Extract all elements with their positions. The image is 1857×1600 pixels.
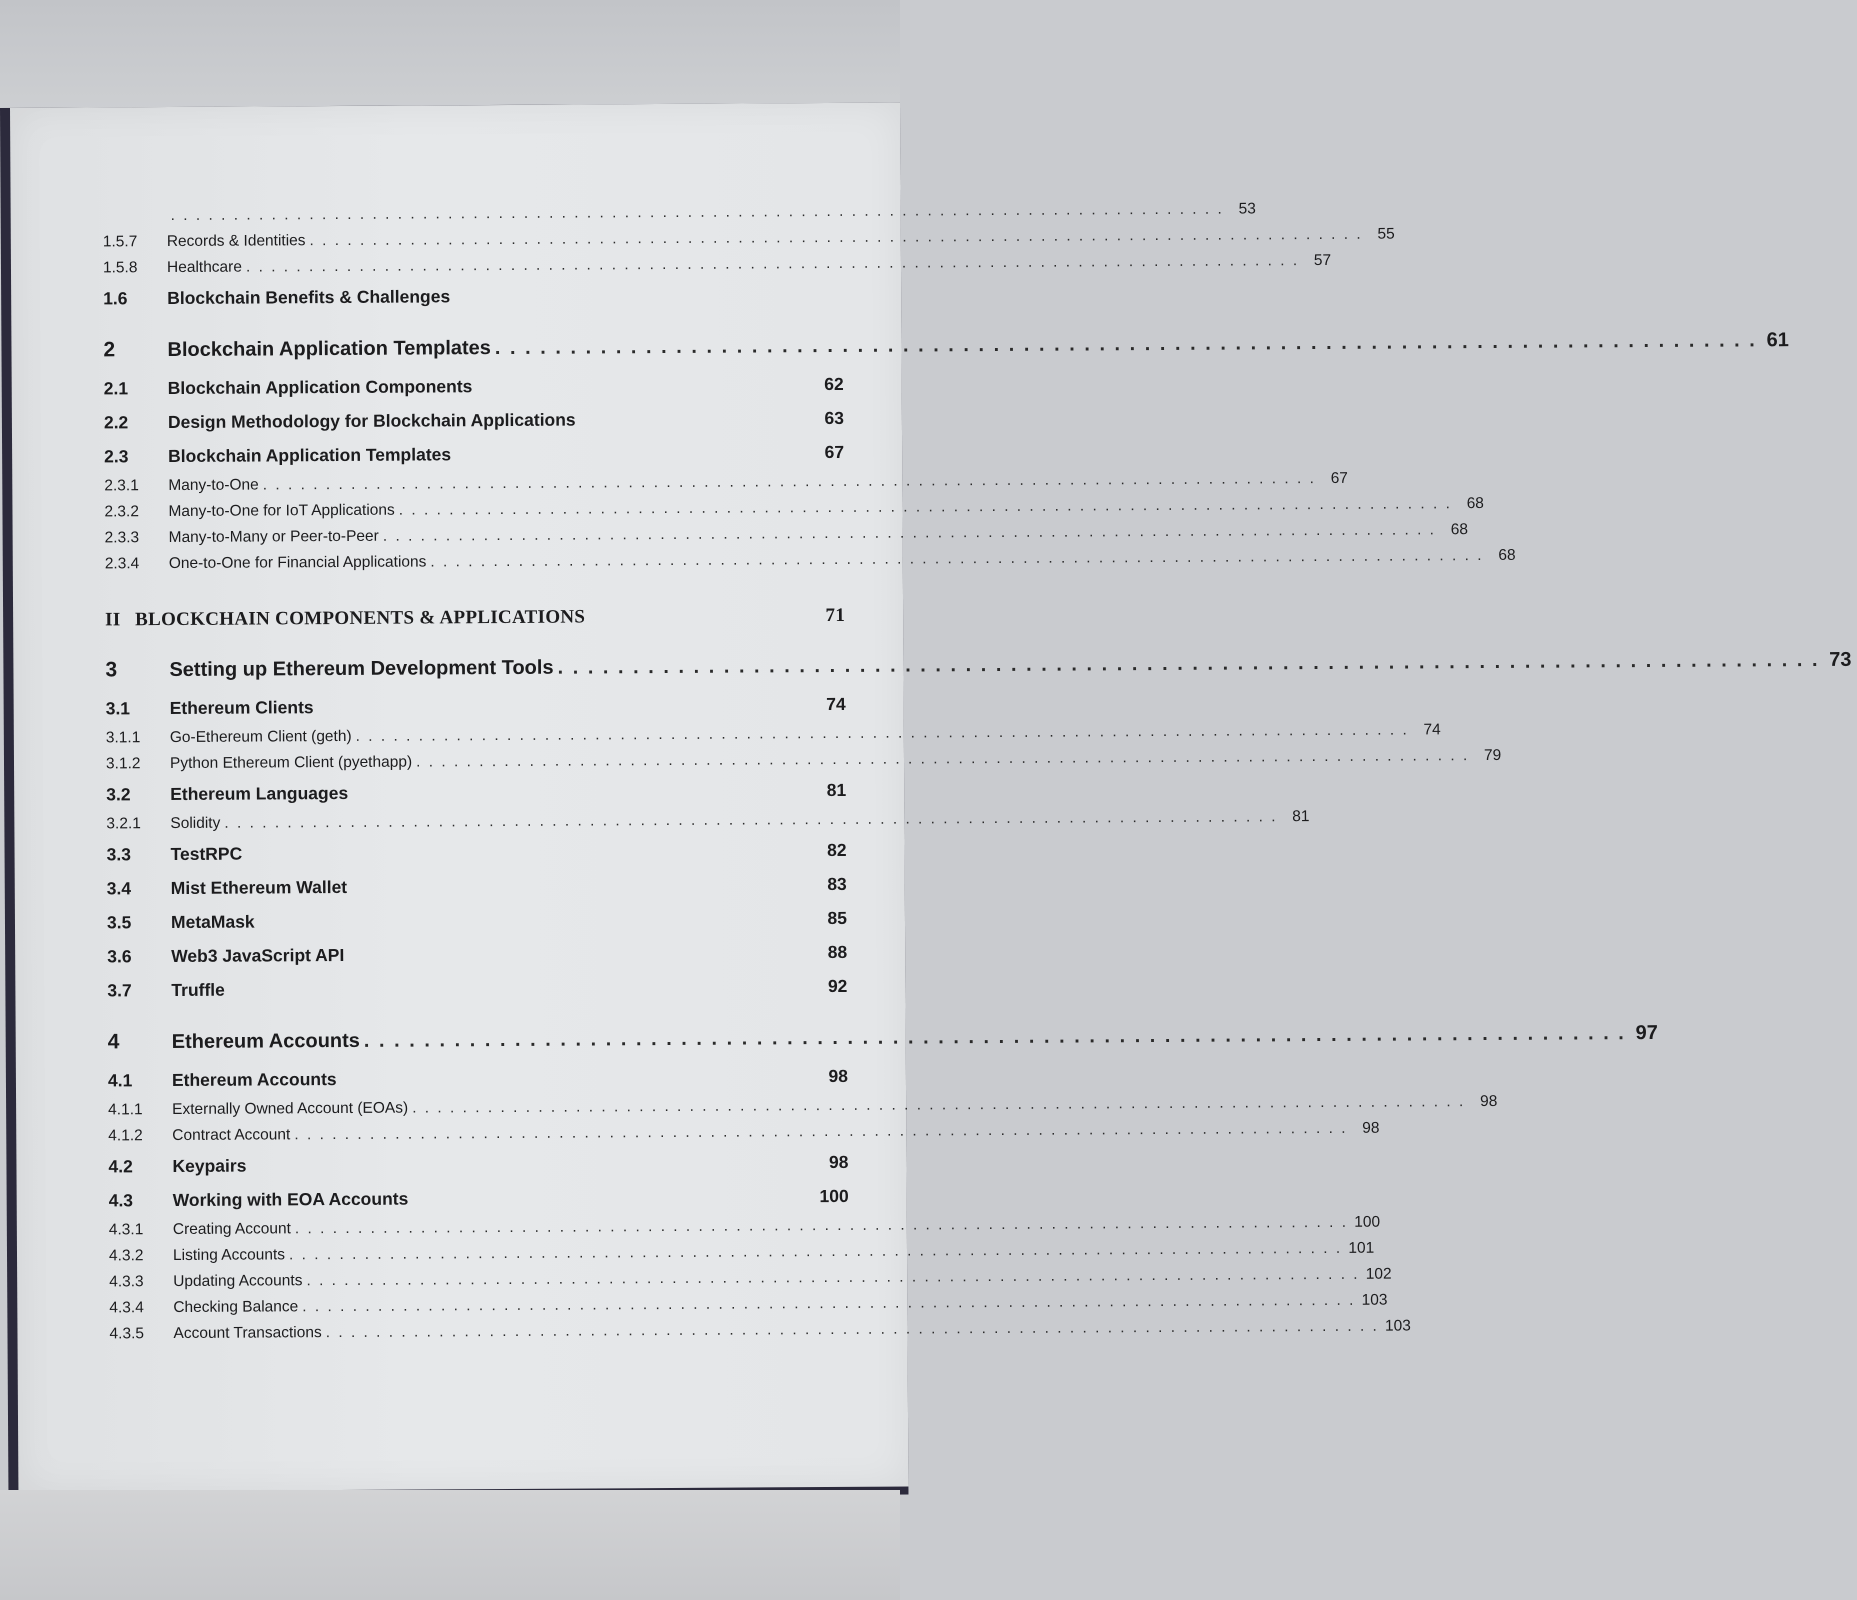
toc-dot-leader (341, 1082, 816, 1085)
toc-dot-leader (348, 958, 815, 961)
toc-entry-number: 4.3.2 (108, 1247, 144, 1265)
toc-entry-sec[interactable] (109, 1179, 849, 1218)
toc-entry-number: 1.5.8 (102, 259, 138, 277)
toc-entry-number: 4.3.3 (109, 1273, 144, 1291)
toc-entry-sec[interactable] (108, 1145, 848, 1184)
toc-entry-part[interactable] (105, 587, 845, 650)
toc-page-number: 92 (827, 975, 848, 997)
toc-page-number: 53 (1238, 200, 1256, 218)
toc-entry-number: 3.6 (107, 946, 132, 967)
toc-entry-title: Ethereum Accounts (171, 1029, 360, 1054)
toc-dot-leader: . . . . . . . . . . . . . . . . . . . . . . . . . . . . . . . . . . . . . . . . . . . . . . . . . . . . . . . . . . . . . . . . . . . . . . . . . . . . . . . . . . . . (245, 252, 1300, 276)
toc-entry-number: 4 (107, 1030, 120, 1054)
toc-entry-title: Records & Identities (166, 232, 306, 251)
toc-page-number: 103 (1361, 1291, 1388, 1309)
toc-page-number: 67 (1330, 469, 1348, 487)
toc-dot-leader (246, 856, 814, 859)
toc-entry-title: Many-to-One (168, 476, 259, 495)
toc-entry-number: 4.3 (108, 1190, 134, 1211)
toc-dot-leader (580, 424, 812, 425)
toc-dot-leader (589, 621, 813, 622)
toc-entry-number: 3.1 (105, 698, 131, 719)
toc-entry-title: Ethereum Clients (169, 697, 314, 719)
toc-page-number: 79 (1483, 746, 1502, 765)
toc-dot-leader (412, 1202, 815, 1204)
toc-entry-number: 2.3.2 (104, 503, 140, 521)
toc-entry-title: Externally Owned Account (EOAs) (172, 1099, 409, 1119)
toc-page-number: 55 (1377, 225, 1395, 243)
toc-page-number: 71 (825, 604, 846, 627)
toc-dot-leader (476, 390, 811, 392)
toc-entry-sec[interactable] (107, 901, 847, 940)
toc-entry-number: 1.6 (103, 288, 128, 309)
toc-dot-leader: . . . . . . . . . . . . . . . . . . . . . . . . . . . . . . . . . . . . . . . . . . . . . . . . . . . . . . . . . . . . . . . . . . . . . . . . . . . . . . . . . . . . (416, 747, 1470, 771)
toc-page-number: 98 (1362, 1119, 1380, 1137)
toc-page-number: 101 (1348, 1239, 1375, 1257)
toc-page-number: 74 (1423, 721, 1441, 739)
toc-entry-number: 3.2.1 (106, 815, 141, 833)
toc-dot-leader: . . . . . . . . . . . . . . . . . . . . . . . . . . . . . . . . . . . . . . . . . . . . . . . . . . . . . . . . . . . . . . . . . . . . . . . . . . . . . . . . . . . . (430, 547, 1484, 571)
toc-page-number: 68 (1498, 546, 1516, 564)
toc-dot-leader: . . . . . . . . . . . . . . . . . . . . . . . . . . . . . . . . . . . . . . . . . . . . . . . . . . . . . . . . . . . . . . . . . . . . . . . . . . . . . . . . . . . . (302, 1291, 1356, 1316)
toc-page-number: 85 (827, 907, 848, 929)
toc-entry-title: One-to-One for Financial Applications (168, 553, 427, 573)
toc-page-number: 98 (828, 1151, 849, 1173)
toc-entry-sec[interactable] (104, 367, 844, 406)
toc-page-number: 98 (828, 1065, 848, 1087)
toc-dot-leader: . . . . . . . . . . . . . . . . . . . . . . . . . . . . . . . . . . . . . . . . . . . . . . . . . . . . . . . . . . . . . . . . . . . . . . . . . . . . . . . . . . . . (294, 1213, 1349, 1238)
toc-entry-sec[interactable] (104, 435, 844, 474)
toc-entry-title: Python Ethereum Client (pyethapp) (169, 753, 413, 773)
toc-entry-sec[interactable] (106, 687, 846, 726)
toc-page-number: 100 (819, 1185, 849, 1207)
toc-entry-title: Keypairs (172, 1155, 247, 1177)
toc-dot-leader (259, 924, 815, 927)
toc-dot-leader: . . . . . . . . . . . . . . . . . . . . . . . . . . . . . . . . . . . . . . . . . . . . . . . . . . . . . . . . . . . . . . . . . . . . . . . . . . . . . . . . . . . . (170, 200, 1224, 225)
toc-dot-leader: . . . . . . . . . . . . . . . . . . . . . . . . . . . . . . . . . . . . . . . . . . . . . . . . . . . . . . . . . . . . . . . . . . . . . . . . . . . . . . . . . . . . (306, 1265, 1360, 1290)
toc-entry-title: Healthcare (166, 258, 242, 277)
toc-entry-sub[interactable] (104, 546, 1516, 578)
toc-dot-leader: . . . . . . . . . . . . . . . . . . . . . . . . . . . . . . . . . . . . . . . . . . . . . . . . . . . . . . . . . . . . . . . . . . . . . . . . . . . . . . . . . . . . (224, 808, 1278, 832)
toc-page-number: 100 (1354, 1213, 1381, 1231)
toc-entry-number: 4.1 (107, 1070, 133, 1091)
toc-dot-leader (455, 458, 812, 460)
toc-dot-leader (229, 992, 816, 996)
toc-entry-title: TestRPC (170, 843, 243, 865)
toc-page-number: 103 (1384, 1317, 1411, 1335)
toc-dot-leader (454, 300, 811, 302)
toc-page-number: 88 (827, 941, 848, 963)
toc-entry-number: 4.3.5 (109, 1325, 145, 1343)
toc-dot-leader: . . . . . . . . . . . . . . . . . . . . . . . . . . . . . . . . . . . . . . . . . . . . . . . . . . . . . . . . . . . . . . . . . . . . . . . . . . . . . . . . . . . . (288, 1239, 1343, 1264)
toc-entry-number: 3.3 (106, 844, 131, 865)
toc-entry-sec[interactable] (108, 1059, 848, 1098)
toc-entry-title: BLOCKCHAIN COMPONENTS & APPLICATIONS (135, 606, 586, 631)
toc-page-number: 97 (1635, 1021, 1658, 1045)
toc-entry-title: Listing Accounts (172, 1246, 286, 1265)
toc-dot-leader (352, 796, 814, 799)
toc-page-number: 61 (1766, 329, 1789, 352)
toc-entry-sec[interactable] (104, 401, 844, 440)
toc-entry-title: MetaMask (170, 911, 255, 933)
toc-entry-sec[interactable] (106, 773, 846, 812)
toc-entry-number: 3 (105, 658, 118, 682)
toc-dot-leader: . . . . . . . . . . . . . . . . . . . . . . . . . . . . . . . . . . . . . . . . . . . . . . . . . . . . . . . . . . . . . . . . . . . . . . . . . . . . . . . . . . . . (382, 521, 1437, 545)
toc-entry-number: 2.2 (103, 412, 129, 433)
toc-dot-leader (351, 890, 815, 893)
toc-page-number: 63 (824, 407, 844, 429)
toc-page-number: 62 (824, 373, 844, 395)
toc-entry-number: 2.3.4 (104, 555, 140, 573)
toc-dot-leader: . . . . . . . . . . . . . . . . . . . . . . . . . . . . . . . . . . . . . . . . . . . . . . . . . . . . . . . . . . . . . . . . . . . . . . . . . . . . . . . . . . . . (294, 1119, 1348, 1144)
toc-entry-title: Blockchain Application Templates (168, 444, 452, 467)
toc-page-number: 82 (827, 839, 847, 861)
toc-entry-number: 1.5.7 (102, 233, 138, 251)
toc-entry-title: Ethereum Languages (170, 782, 349, 805)
toc-entry-number: II (105, 609, 121, 631)
toc-entry-number: 4.2 (108, 1156, 133, 1177)
background-top (0, 0, 900, 110)
toc-dot-leader (250, 1168, 816, 1171)
toc-entry-chap[interactable] (107, 1017, 1658, 1064)
toc-page-number: 83 (827, 873, 847, 895)
toc-entry-number: 3.2 (106, 784, 131, 805)
toc-entry-sub[interactable] (109, 1317, 1411, 1348)
toc-entry-number: 2.3.3 (104, 529, 140, 547)
toc-page-number: 81 (1292, 808, 1310, 826)
toc-entry-sec[interactable] (103, 277, 843, 316)
toc-entry-title: Solidity (170, 814, 221, 833)
toc-entry-number: 2.1 (103, 378, 129, 399)
toc-entry-number: 4.1.2 (108, 1127, 143, 1145)
toc-entry-number: 3.1.2 (105, 755, 141, 773)
toc-dot-leader: . . . . . . . . . . . . . . . . . . . . . . . . . . . . . . . . . . . . . . . . . . . . . . . . . . . . . . . . . . . . . . . . . . . . . . . . . . . . . . . . . . . . (262, 470, 1316, 494)
toc-page-number: 57 (1313, 251, 1332, 270)
toc-entry-title: Blockchain Application Templates (167, 337, 491, 362)
toc-page-number: 68 (1466, 495, 1484, 513)
toc-dot-leader (318, 710, 814, 713)
toc-page-number: 74 (826, 693, 846, 715)
toc-entry-title: Ethereum Accounts (171, 1069, 337, 1091)
toc-entry-chap[interactable] (103, 325, 1789, 372)
toc-entry-number: 3.5 (106, 912, 132, 933)
toc-entry-title: Mist Ethereum Wallet (170, 876, 348, 899)
toc-dot-leader: . . . . . . . . . . . . . . . . . . . . . . . . . . . . . . . . . . . . . . . . . . . . . . . . . . . . . . . . . . . . . . . . . . . . . . . . . . . . . . . . . . . . (412, 1093, 1466, 1117)
toc-entry-title: Creating Account (172, 1220, 291, 1239)
toc-entry-title: Many-to-One for IoT Applications (168, 501, 395, 521)
toc-entry-title: Contract Account (172, 1126, 291, 1145)
toc-dot-leader: . . . . . . . . . . . . . . . . . . . . . . . . . . . . . . . . . . . . . . . . . . . . . . . . . . . . . . . . . . . . . . . . . . . . . . . . . . . . . . . . . . . . (398, 495, 1452, 519)
toc-entry-number: 3.4 (106, 878, 132, 899)
toc-entry-number: 3.1.1 (105, 729, 141, 747)
toc-entry-number: 3.7 (107, 980, 132, 1001)
toc-page-number: 81 (826, 779, 847, 801)
toc-entry-title: Setting up Ethereum Development Tools (169, 656, 554, 682)
toc-entry-title: Design Methodology for Blockchain Applications (167, 409, 576, 433)
toc-entry-sec[interactable] (107, 867, 847, 906)
toc-page-number: 68 (1450, 521, 1469, 539)
toc-entry-number: 2 (103, 338, 116, 362)
toc-page-number: 98 (1480, 1092, 1498, 1111)
toc-dot-leader: . . . . . . . . . . . . . . . . . . . . . . . . . . . . . . . . . . . . . . . . . . . . . . . . . . . . . . . . . . . . . . . . . . . . . . . . . . . . . . . . . . . . (325, 1317, 1379, 1342)
toc-entry-title: Blockchain Application Components (167, 376, 473, 399)
toc-entry-number: 4.3.4 (109, 1299, 144, 1317)
toc-entry-number: 4.3.1 (108, 1221, 144, 1239)
toc-dot-leader: . . . . . . . . . . . . . . . . . . . . . . . . . . . . . . . . . . . . . . . . . . . . . . . . . . . . . . . . . . . . . . . . . . . . . . . . . . . . . . . . . . . . (309, 225, 1363, 250)
toc-entry-title: Truffle (171, 979, 225, 1001)
toc-entry-chap[interactable] (105, 645, 1852, 692)
toc-page-number: 102 (1365, 1265, 1392, 1283)
toc-entry-sec[interactable] (106, 833, 846, 872)
toc-dot-leader: . . . . . . . . . . . . . . . . . . . . . . . . . . . . . . . . . . . . . . . . . . . . . . . . . . . . . . . . . . . . . . . . . . . . . . . . . . . . . . . . . . . . (557, 648, 1820, 679)
toc-dot-leader: . . . . . . . . . . . . . . . . . . . . . . . . . . . . . . . . . . . . . . . . . . . . . . . . . . . . . . . . . . . . . . . . . . . . . . . . . . . . . . . . . . . . (363, 1022, 1626, 1052)
toc-entry-title: Go-Ethereum Client (geth) (169, 727, 352, 747)
toc-dot-leader: . . . . . . . . . . . . . . . . . . . . . . . . . . . . . . . . . . . . . . . . . . . . . . . . . . . . . . . . . . . . . . . . . . . . . . . . . . . . . . . . . . . . (494, 329, 1757, 360)
toc-page-number: 73 (1829, 648, 1852, 671)
toc-entry-number: 2.3.1 (104, 477, 139, 495)
toc-entry-title: Account Transactions (173, 1324, 322, 1343)
toc-entry-title: Web3 JavaScript API (171, 944, 345, 967)
toc-entry-title: Updating Accounts (173, 1272, 303, 1291)
background-bottom (0, 1490, 900, 1600)
toc-entry-title: Working with EOA Accounts (172, 1188, 409, 1211)
toc-dot-leader: . . . . . . . . . . . . . . . . . . . . . . . . . . . . . . . . . . . . . . . . . . . . . . . . . . . . . . . . . . . . . . . . . . . . . . . . . . . . . . . . . . . . (355, 721, 1409, 745)
book-page (10, 103, 1852, 1492)
toc-entry-title: Many-to-Many or Peer-to-Peer (168, 527, 379, 547)
toc-page-number: 67 (824, 441, 845, 463)
toc-entry-number: 2.3 (104, 446, 129, 467)
toc-entry-title: Checking Balance (173, 1298, 299, 1317)
table-of-contents (102, 199, 1852, 1347)
toc-entry-sec[interactable] (107, 969, 847, 1008)
toc-entry-sec[interactable] (107, 935, 847, 974)
toc-entry-number: 4.1.1 (108, 1101, 143, 1119)
toc-entry-title: Blockchain Benefits & Challenges (167, 286, 451, 309)
